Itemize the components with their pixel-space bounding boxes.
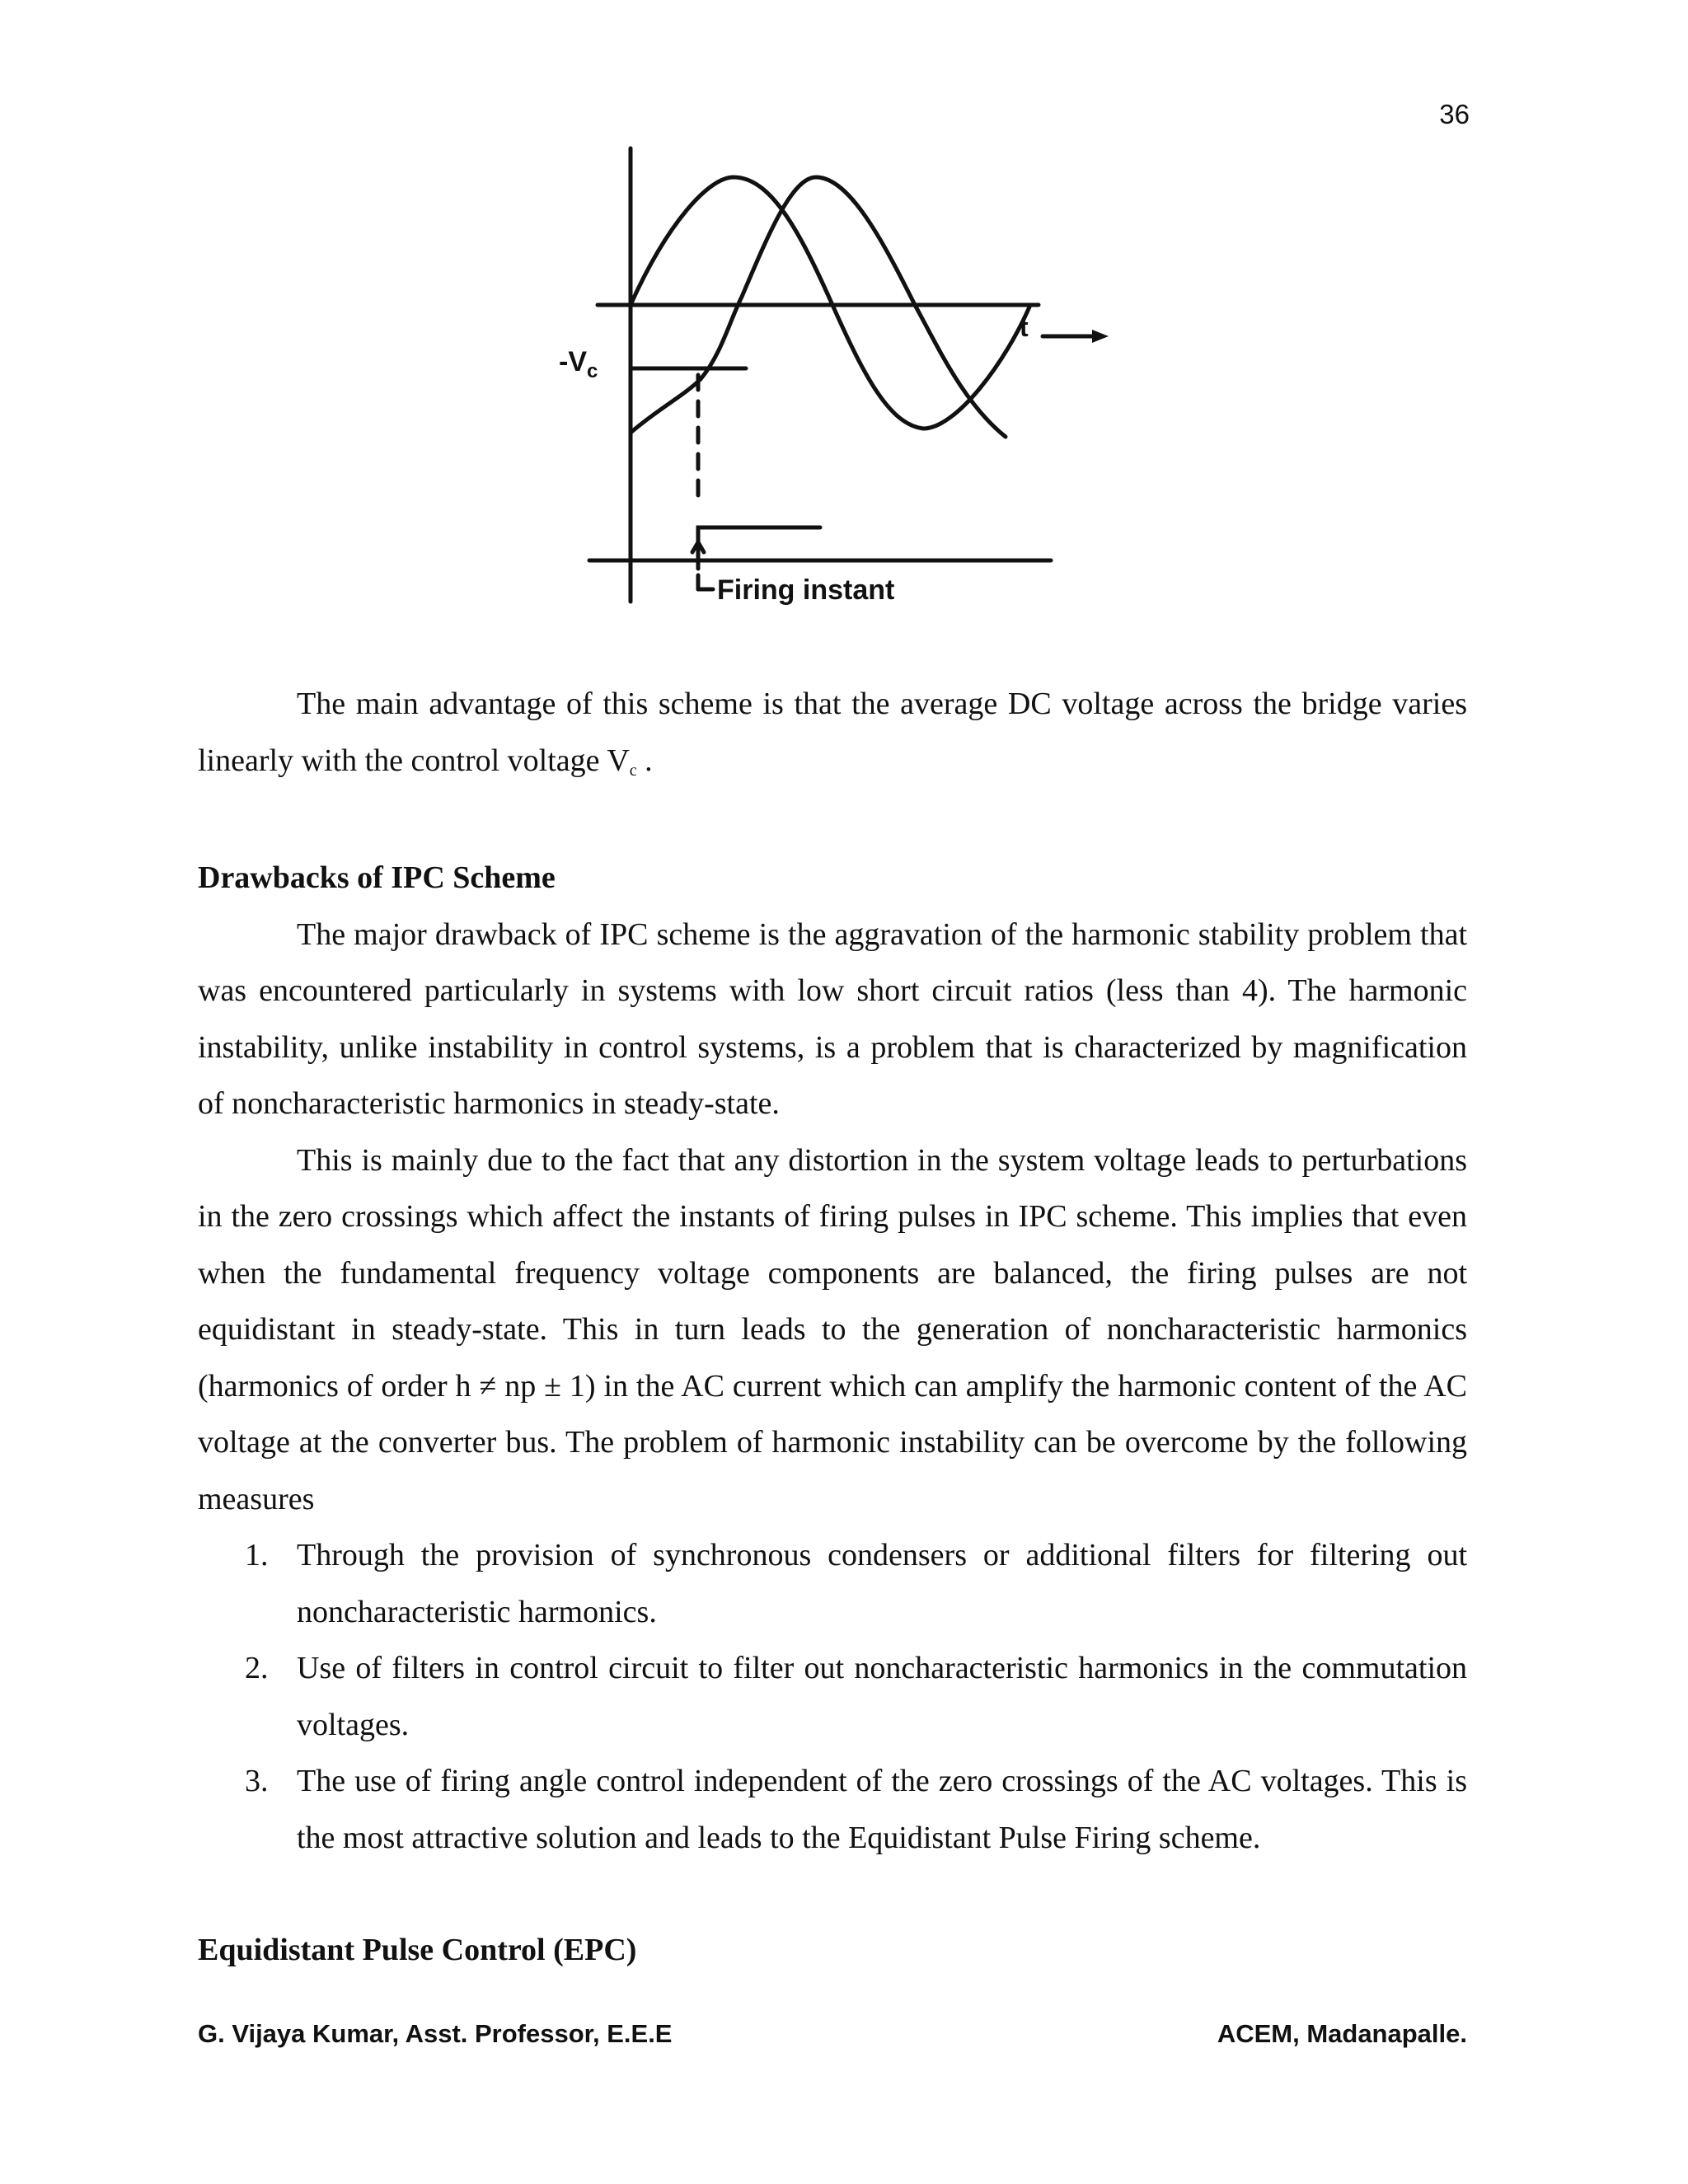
- epc-heading: Equidistant Pulse Control (EPC): [198, 1933, 637, 1967]
- drawbacks-heading: Drawbacks of IPC Scheme: [198, 860, 556, 895]
- footer-author: G. Vijaya Kumar, Asst. Professor, E.E.E: [198, 2019, 673, 2048]
- vc-label: $-V_c$: [559, 346, 598, 382]
- t-label: t: [1020, 312, 1029, 342]
- waveform-diagram: [544, 132, 1121, 626]
- firing-arrow: [692, 542, 704, 569]
- firing-pulse: [698, 527, 820, 560]
- list-item: 3. The use of firing angle control independent of the zero crossings of the AC voltages. This is the most attractive solution and leads to the Equidistant Pulse Firing scheme.: [245, 1764, 1467, 1855]
- drawback-paragraph-1: The major drawback of IPC scheme is the aggravation of the harmonic stability problem that was encountered particularly in systems with low short circuit ratios (less than 4). The harmonic instability, unlike instability in control systems, is a problem that is characterized by magnification of noncharacteristic harmonics in steady-state.: [198, 916, 1467, 1121]
- page-content: [198, 676, 1467, 1979]
- page-number: 36: [1439, 99, 1470, 129]
- list-item: 2. Use of filters in control circuit to filter out noncharacteristic harmonics in the commutation voltages.: [245, 1651, 1467, 1742]
- t-arrowhead: [1092, 330, 1109, 343]
- measures-list: [198, 1527, 1467, 1866]
- advantage-paragraph: The main advantage of this scheme is that the average DC voltage across the bridge varies linearly with the control voltage $V_c$ .: [198, 687, 1467, 780]
- firing-instant-label: Firing instant: [717, 574, 895, 606]
- list-item: 1. Through the provision of synchronous condensers or additional filters for filtering out noncharacteristic harmonics.: [245, 1538, 1467, 1629]
- drawback-paragraph-2: This is mainly due to the fact that any distortion in the system voltage leads to perturbations in the zero crossings which affect the instants of firing pulses in IPC scheme. This implies that even when the fundamental frequency voltage components are balanced, the firing pulses are not equidistant in steady-state. This in turn leads to the generation of noncharacteristic harmonics (harmonics of order h ≠ np ± 1) in the AC current which can amplify the harmonic content of the AC voltage at the converter bus. The problem of harmonic instability can be overcome by the following measures: [198, 1142, 1467, 1516]
- footer-institution: ACEM, Madanapalle.: [1217, 2019, 1467, 2048]
- waveform-figure: [544, 132, 1121, 626]
